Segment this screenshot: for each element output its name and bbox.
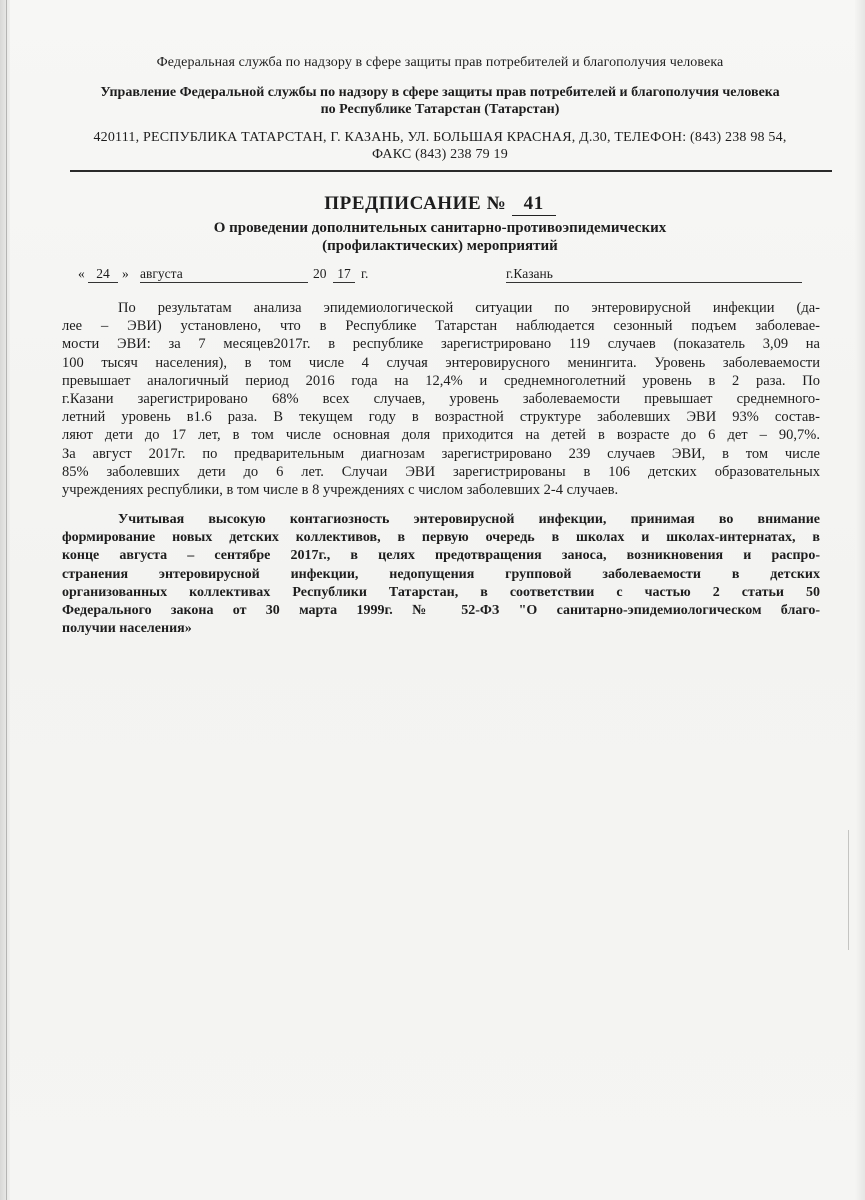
paragraph-line: превышает аналогичный период 2016 года на 12,4% и среднемноголетний уровень в 2 раза. По xyxy=(62,372,820,389)
paragraph-line: ляют дети до 17 лет, в том числе основная доля приходится на детей в возрасте до 6 дет – 90,7%. xyxy=(62,427,820,444)
paragraph-line: конце августа – сентябре 2017г., в целях предотвращения заноса, возникновения и распро- xyxy=(62,548,820,564)
paragraph-line: 85% заболевших дети до 6 лет. Случаи ЭВИ зарегистрированы в 106 детских образовательных xyxy=(62,463,820,480)
paragraph-line: странения энтеровирусной инфекции, недопущения групповой заболеваемости в детских xyxy=(62,566,820,582)
scan-edge-right xyxy=(855,0,865,1200)
paragraph-line: г.Казани зарегистрировано 68% всех случаев, уровень заболеваемости превышает среднемного- xyxy=(62,391,820,408)
date-row xyxy=(78,266,808,288)
document-subtitle xyxy=(40,219,840,255)
agency-name: Федеральная служба по надзору в сфере защиты прав потребителей и благополучия человека xyxy=(156,55,724,70)
date-close-quote: » xyxy=(122,266,129,281)
date-month: августа xyxy=(140,266,308,283)
paragraph-line: Учитывая высокую контагиозность энтеровирусной инфекции, принимая во внимание xyxy=(118,512,820,527)
date-year-unit: г. xyxy=(361,266,369,281)
scan-artifact-line xyxy=(848,830,849,950)
document-city: г.Казань xyxy=(506,266,802,283)
address-line-1: 420111, РЕСПУБЛИКА ТАТАРСТАН, Г. КАЗАНЬ, УЛ. БОЛЬШАЯ КРАСНАЯ, Д.30, ТЕЛЕФОН: (843) 238 98 54, xyxy=(93,130,787,145)
department-line-2: по Республике Татарстан (Татарстан) xyxy=(320,102,560,117)
date-day: 24 xyxy=(88,266,118,283)
paragraph-line: формирование новых детских коллективов, в первую очередь в школах и школах-интернатах, в xyxy=(62,530,820,546)
address-line-2: ФАКС (843) 238 79 19 xyxy=(372,147,508,162)
agency-address xyxy=(40,129,840,163)
paragraph-line: организованных коллективах Республики Татарстан, в соответствии с частью 2 статьи 50 xyxy=(62,584,820,600)
subtitle-line-2: (профилактических) мероприятий xyxy=(322,238,558,254)
scan-border-line xyxy=(6,0,7,1200)
paragraph-grounds xyxy=(62,511,820,638)
document-number: 41 xyxy=(512,193,556,216)
paragraph-line: мости ЭВИ: за 7 месяцев2017г. в республике зарегистрировано 119 случаев (показатель 3,09 на xyxy=(62,336,820,353)
paragraph-line: За август 2017г. по предварительным диагнозам зарегистрировано 239 случаев ЭВИ, в том числе xyxy=(62,445,820,462)
subtitle-line-1: О проведении дополнительных санитарно-противоэпидемических xyxy=(213,220,667,236)
paragraph-situation xyxy=(62,299,820,499)
header-divider xyxy=(70,170,832,172)
paragraph-line: получии населения» xyxy=(62,621,192,637)
paragraph-line: Федерального закона от 30 марта 1999г. № 52-ФЗ "О санитарно-эпидемиологическом благо- xyxy=(62,603,820,619)
scan-edge-left xyxy=(0,0,10,1200)
department-name xyxy=(40,84,840,118)
paragraph-line: учреждениях республики, в том числе в 8 учреждениях с числом заболевших 2-4 случаев. xyxy=(62,482,619,499)
paragraph-line: летний уровень в1.6 раза. В текущем году в возрастной структуре заболевших ЭВИ 93% состав- xyxy=(62,409,820,426)
date-open-quote: « xyxy=(78,266,85,281)
document-title xyxy=(40,193,840,216)
paragraph-line: По результатам анализа эпидемиологической ситуации по энтеровирусной инфекции (да- xyxy=(118,300,820,316)
date-year-prefix: 20 xyxy=(313,266,327,281)
paragraph-line: лее – ЭВИ) установлено, что в Республике Татарстан наблюдается сезонный подъем заболевае- xyxy=(62,318,820,335)
paragraph-line: 100 тысяч населения), в том числе 4 случая энтеровирусного менингита. Уровень заболеваемости xyxy=(62,354,820,371)
date-year-suffix: 17 xyxy=(333,266,355,283)
title-prefix: ПРЕДПИСАНИЕ № xyxy=(324,193,507,214)
department-line-1: Управление Федеральной службы по надзору в сфере защиты прав потребителей и благополучия человека xyxy=(100,85,780,100)
